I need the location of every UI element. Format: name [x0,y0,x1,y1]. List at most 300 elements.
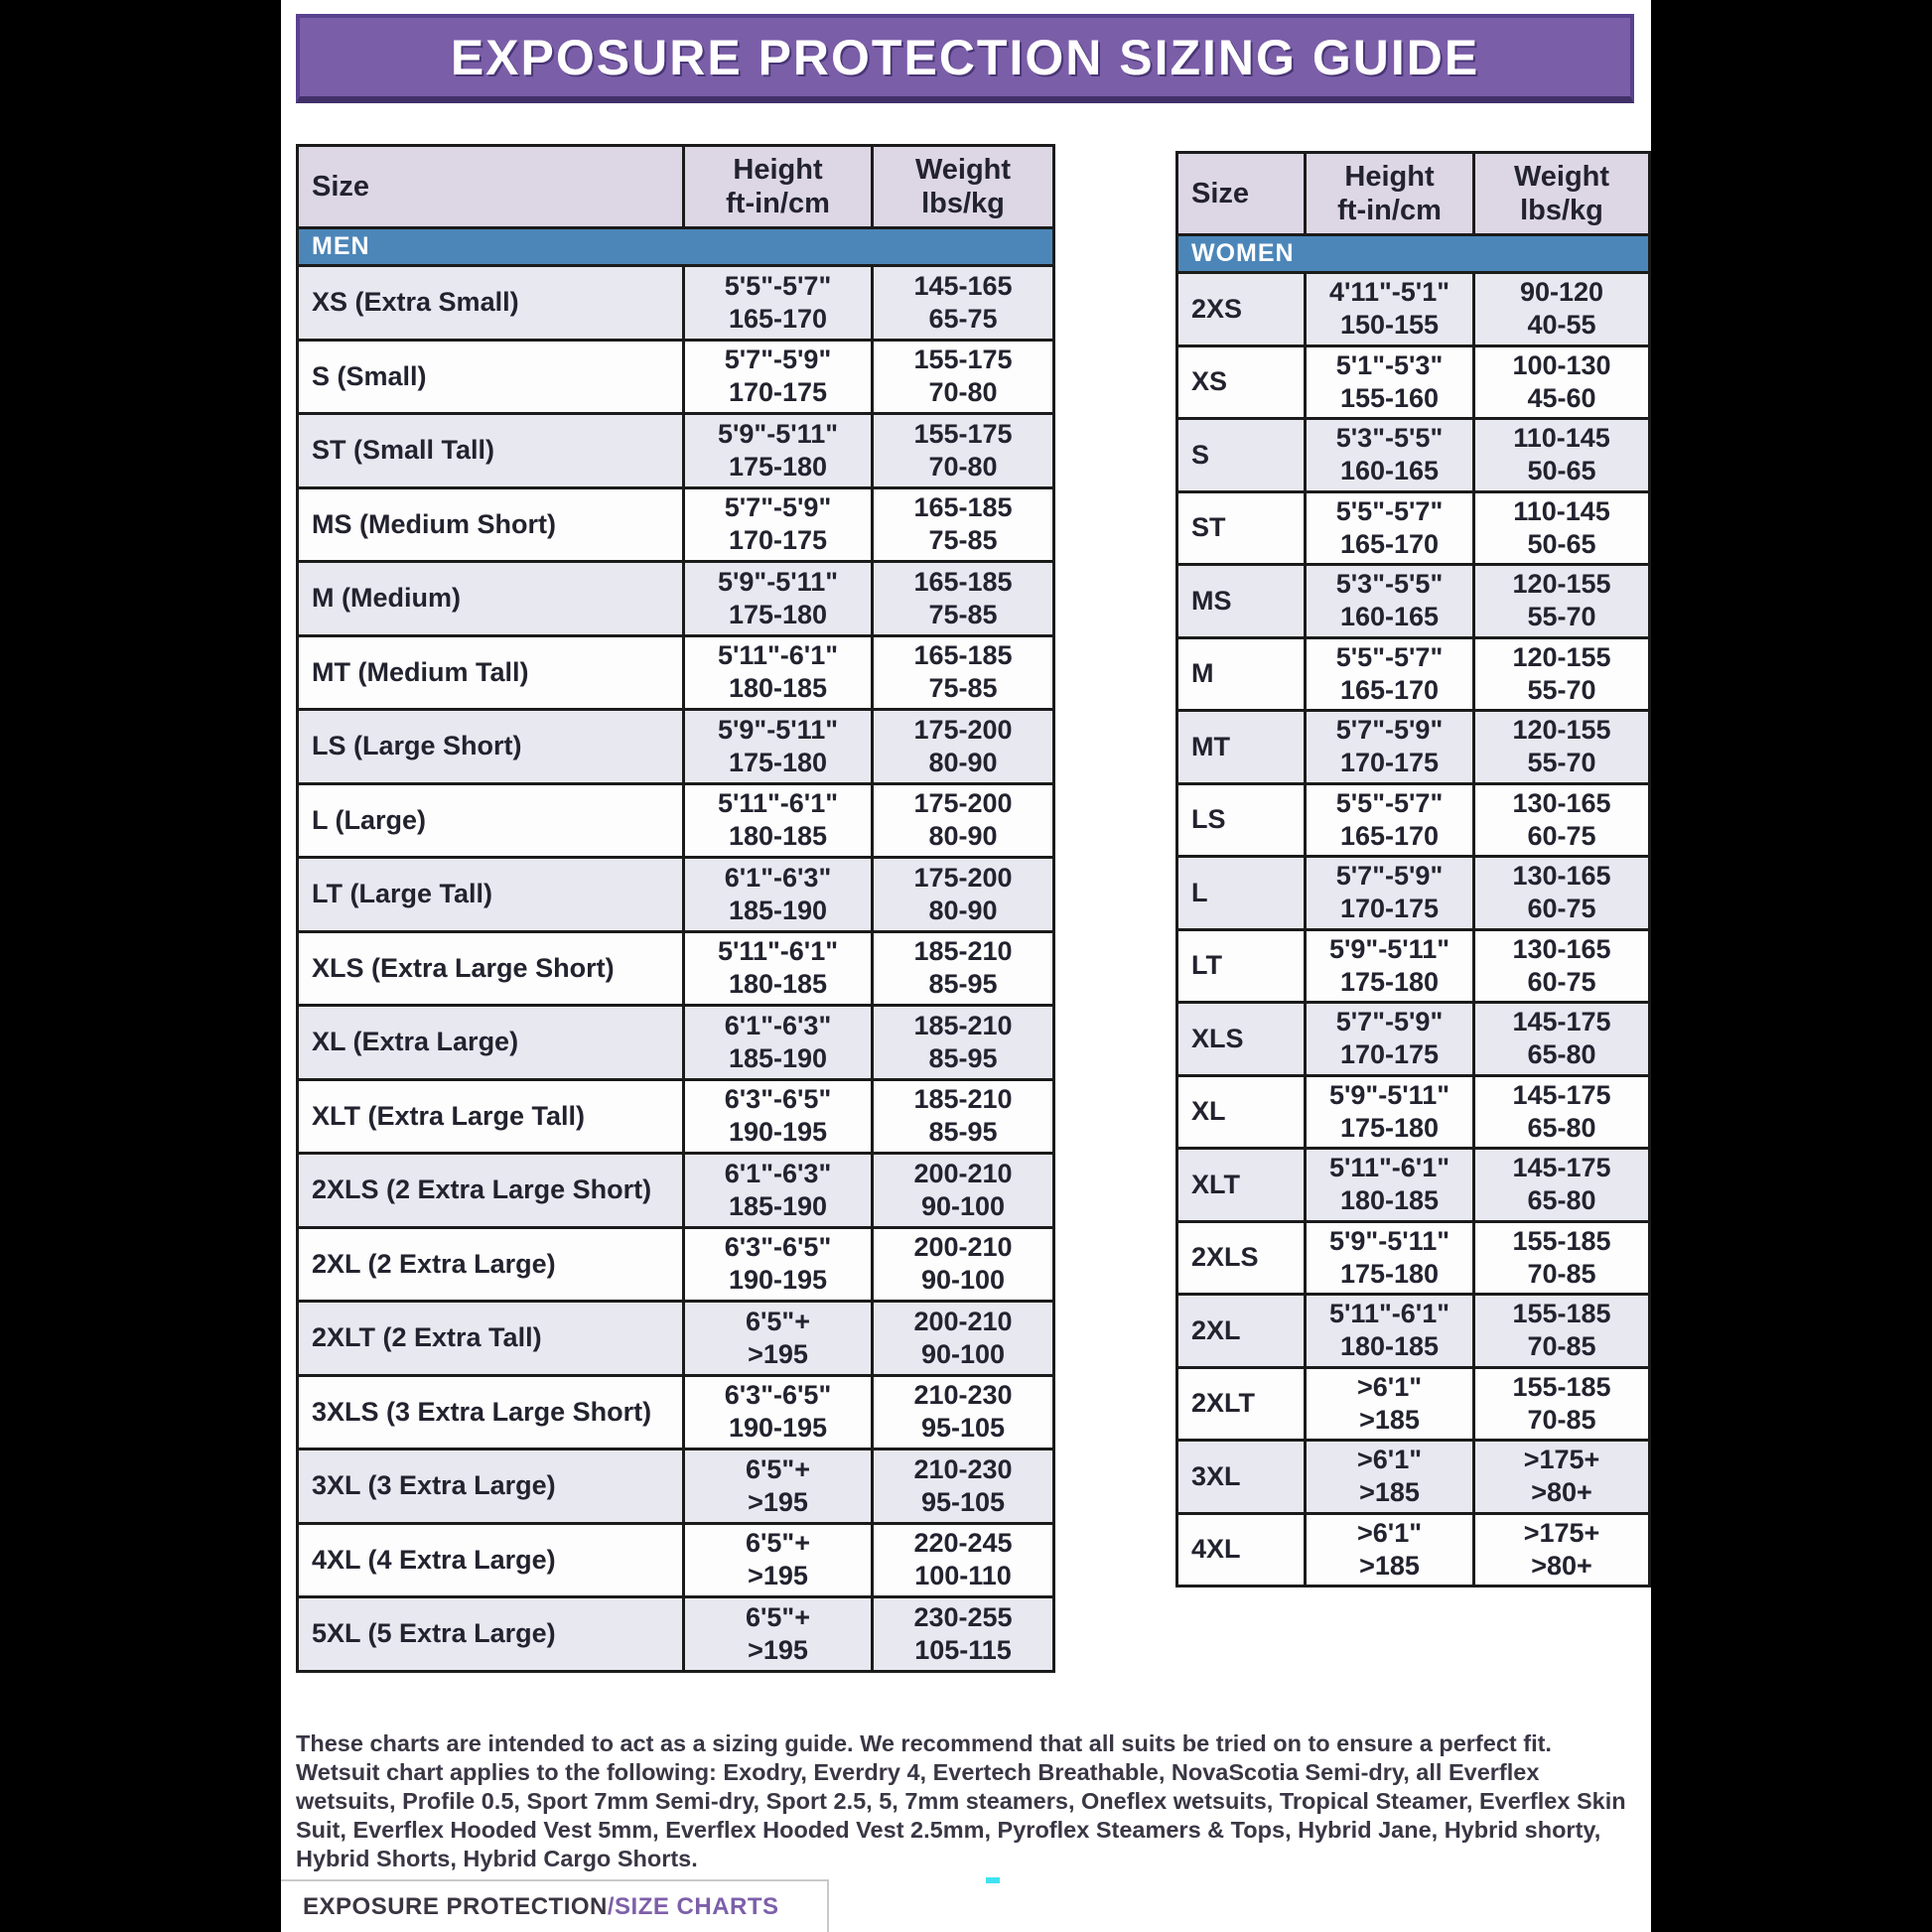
height-cell-line-1: 5'9"-5'11" [717,418,839,449]
weight-cell-line-2: 60-75 [1527,966,1596,997]
height-cell-line-2: >185 [1359,1550,1420,1581]
height-cell [682,1598,871,1670]
size-cell: 2XLS [1191,1242,1259,1273]
height-cell-line-1: 5'5"-5'7" [1335,495,1444,526]
column-header-height-line-2: ft-in/cm [726,188,830,219]
weight-cell-line-2: 95-105 [920,1486,1006,1517]
height-cell [1304,1150,1472,1220]
size-cell: XLS [1191,1023,1244,1053]
table-row [299,1152,1052,1226]
weight-cell [1472,274,1648,345]
weight-cell-line-2: 85-95 [928,1117,998,1148]
weight-cell [1472,712,1648,782]
weight-cell-line-2: 40-55 [1527,310,1596,341]
weight-cell [1472,1442,1648,1512]
weight-cell [871,1450,1052,1522]
height-cell [682,1303,871,1374]
height-cell-line-2: 155-160 [1339,382,1440,413]
weight-cell-line-2: 60-75 [1527,820,1596,851]
height-cell [682,785,871,857]
size-cell: XLT (Extra Large Tall) [312,1100,586,1131]
height-cell [1304,1077,1472,1148]
table-row [299,339,1052,413]
height-cell-line-1: 5'5"-5'7" [1335,641,1444,672]
size-cell: 4XL [1191,1534,1241,1565]
table-row [299,560,1052,634]
weight-cell-line-2: 105-115 [914,1634,1012,1665]
height-cell-line-2: >195 [748,1634,808,1665]
height-cell-line-2: 170-175 [728,525,828,556]
weight-cell [871,859,1052,930]
height-cell [1304,274,1472,345]
size-cell: 5XL (5 Extra Large) [312,1618,556,1649]
document-page [281,0,1651,1932]
height-cell-line-1: 6'3"-6'5" [724,1232,832,1263]
weight-cell-line-1: 165-185 [913,640,1013,671]
table-row [299,1300,1052,1374]
weight-cell [871,1007,1052,1078]
size-cell: 3XL (3 Extra Large) [312,1470,556,1501]
height-cell [682,563,871,634]
weight-cell [871,342,1052,413]
table-row [299,1226,1052,1301]
column-header-weight-line-1: Weight [1513,161,1610,193]
size-cell: XLS (Extra Large Short) [312,952,615,983]
weight-cell-line-1: 155-175 [913,418,1013,449]
weight-cell-line-1: 155-185 [1512,1371,1611,1402]
table-row [299,264,1052,339]
column-header-weight-line-2: lbs/kg [1520,195,1603,226]
group-band-label: MEN [312,232,370,260]
weight-cell [1472,1223,1648,1294]
height-cell-line-2: 165-170 [1339,674,1440,705]
page-title-banner [296,14,1634,103]
height-cell-line-2: >185 [1359,1404,1420,1435]
height-cell-line-1: >6'1" [1356,1517,1423,1548]
weight-cell [871,415,1052,486]
weight-cell-line-1: >175+ [1523,1445,1600,1475]
table-row [299,1595,1052,1670]
height-cell-line-1: 5'7"-5'9" [1335,1007,1444,1037]
size-cell: 2XLT [1191,1388,1256,1419]
weight-cell-line-1: 130-165 [1512,861,1611,892]
height-cell-line-1: 6'5"+ [745,1528,811,1559]
size-cell: M [1191,658,1214,689]
weight-cell [871,711,1052,782]
height-cell-line-2: 160-165 [1339,602,1440,632]
height-cell [1304,639,1472,710]
weight-cell-line-1: 185-210 [913,1010,1013,1040]
weight-cell-line-1: 165-185 [913,492,1013,523]
weight-cell [871,1377,1052,1449]
weight-cell-line-2: 90-100 [920,1338,1006,1369]
weight-cell-line-1: 175-200 [913,714,1013,745]
weight-cell-line-2: 60-75 [1527,894,1596,924]
height-cell-line-2: 190-195 [728,1413,828,1444]
height-cell-line-1: 6'3"-6'5" [724,1084,832,1115]
height-cell [682,267,871,339]
height-cell-line-2: 190-195 [728,1265,828,1296]
table-row [299,856,1052,930]
size-cell: XS (Extra Small) [312,287,519,318]
table-row [1178,1293,1648,1366]
weight-cell-line-1: 210-230 [913,1453,1013,1484]
weight-cell [871,785,1052,857]
weight-cell-line-1: 120-155 [1512,641,1611,672]
weight-cell-line-1: 175-200 [913,788,1013,819]
weight-cell-line-2: 80-90 [928,821,998,852]
weight-cell-line-1: 120-155 [1512,569,1611,600]
weight-cell-line-2: 70-80 [928,377,998,408]
size-cell: ST [1191,512,1226,543]
size-cell: XL (Extra Large) [312,1027,519,1057]
table-row [1178,1147,1648,1220]
table-row [299,1078,1052,1153]
table-row [1178,1366,1648,1440]
weight-cell [1472,1077,1648,1148]
weight-cell-line-1: 110-145 [1513,423,1610,454]
size-cell: ST (Small Tall) [312,435,495,466]
weight-cell-line-1: 130-165 [1512,933,1611,964]
table-row [1178,928,1648,1002]
height-cell [682,1450,871,1522]
height-cell-line-1: 5'1"-5'3" [1335,349,1444,380]
table-row [299,708,1052,782]
height-cell [1304,1223,1472,1294]
weight-cell-line-1: 155-185 [1512,1299,1611,1329]
weight-cell-line-2: 75-85 [928,525,998,556]
footnote [296,1729,1642,1873]
table-row [1178,1439,1648,1512]
size-cell: XLT [1191,1169,1240,1199]
weight-cell-line-2: 95-105 [920,1413,1006,1444]
height-cell-line-1: 5'5"-5'7" [724,270,832,301]
size-cell: MS [1191,585,1232,616]
size-cell: MT (Medium Tall) [312,656,529,687]
height-cell [682,1081,871,1153]
weight-cell-line-1: 145-165 [913,270,1013,301]
height-cell-line-1: 6'1"-6'3" [724,1010,832,1040]
column-header-weight [871,147,1052,226]
size-cell: 2XL [1191,1314,1241,1345]
height-cell-line-1: 5'9"-5'11" [1328,1079,1450,1110]
size-cell: L [1191,877,1208,907]
table-row [299,930,1052,1005]
weight-cell-line-2: 80-90 [928,895,998,925]
column-header-height-line-1: Height [1344,161,1435,193]
height-cell-line-2: 180-185 [1339,1185,1440,1216]
weight-cell-line-1: 175-200 [913,862,1013,893]
size-cell: LS (Large Short) [312,731,522,761]
height-cell-line-2: 185-190 [728,1190,828,1221]
table-row [1178,563,1648,636]
size-cell: S (Small) [312,360,427,391]
height-cell [682,859,871,930]
height-cell [1304,566,1472,636]
size-cell: 2XL (2 Extra Large) [312,1248,556,1279]
table-header-row [1178,154,1648,233]
height-cell-line-2: 180-185 [728,673,828,704]
size-cell: MT [1191,731,1230,761]
size-cell: 2XS [1191,293,1243,324]
size-cell: XL [1191,1096,1226,1127]
weight-cell-line-2: 55-70 [1527,674,1596,705]
height-cell-line-1: 5'3"-5'5" [1335,423,1444,454]
column-header-weight [1472,154,1648,233]
height-cell-line-1: 6'5"+ [745,1601,811,1632]
weight-cell-line-2: 85-95 [928,1042,998,1073]
height-cell-line-1: 5'11"-6'1" [717,640,839,671]
height-cell [682,342,871,413]
weight-cell-line-2: >80+ [1531,1477,1592,1508]
height-cell-line-2: >195 [748,1486,808,1517]
women-size-table [1175,151,1651,1587]
weight-cell [871,1229,1052,1301]
column-header-height-line-1: Height [733,154,823,186]
column-header-height-line-2: ft-in/cm [1337,195,1442,226]
weight-cell [871,489,1052,561]
column-header-weight-line-1: Weight [914,154,1012,186]
height-cell-line-1: 6'5"+ [745,1453,811,1484]
size-cell: LS [1191,804,1226,835]
weight-cell [1472,1150,1648,1220]
height-cell-line-1: 6'1"-6'3" [724,862,832,893]
weight-cell-line-1: 120-155 [1512,715,1611,746]
height-cell [682,637,871,709]
height-cell-line-2: 170-175 [1339,1039,1440,1070]
height-cell-line-2: >195 [748,1338,808,1369]
height-cell [1304,347,1472,418]
size-cell: XS [1191,366,1228,397]
cyan-artifact-mark [986,1877,1000,1883]
height-cell-line-1: 6'1"-6'3" [724,1158,832,1188]
height-cell-line-1: 5'9"-5'11" [1328,1225,1450,1256]
breadcrumb-section: EXPOSURE PROTECTION [303,1892,608,1920]
height-cell-line-2: 175-180 [728,451,828,482]
height-cell-line-2: 150-155 [1339,310,1440,341]
height-cell-line-2: 185-190 [728,1042,828,1073]
table-row [299,486,1052,561]
weight-cell-line-2: 70-85 [1527,1331,1596,1362]
height-cell [1304,858,1472,928]
weight-cell-line-1: 230-255 [913,1601,1013,1632]
size-cell: L (Large) [312,804,427,835]
height-cell-line-2: 180-185 [728,969,828,1000]
table-row [1178,782,1648,856]
size-cell: 2XLS (2 Extra Large Short) [312,1174,652,1205]
weight-cell [1472,1004,1648,1074]
weight-cell-line-2: 100-110 [914,1561,1012,1591]
weight-cell [871,1303,1052,1374]
group-band-row [299,226,1052,264]
height-cell-line-1: 5'9"-5'11" [717,566,839,597]
breadcrumb-page: /SIZE CHARTS [607,1892,779,1920]
height-cell-line-1: 5'7"-5'9" [1335,861,1444,892]
weight-cell [1472,493,1648,564]
height-cell [1304,1515,1472,1586]
weight-cell [871,1525,1052,1596]
table-row [299,1004,1052,1078]
size-cell: 3XLS (3 Extra Large Short) [312,1396,652,1427]
table-row [299,1448,1052,1522]
table-row [1178,1001,1648,1074]
table-row [299,1522,1052,1596]
height-cell-line-2: 180-185 [1339,1331,1440,1362]
height-cell-line-1: 5'11"-6'1" [1328,1153,1450,1183]
height-cell [1304,420,1472,490]
weight-cell-line-1: 90-120 [1519,277,1604,308]
weight-cell [1472,1296,1648,1366]
weight-cell-line-1: 145-175 [1512,1079,1611,1110]
table-row [1178,417,1648,490]
size-cell: 4XL (4 Extra Large) [312,1544,556,1575]
page-title: EXPOSURE PROTECTION SIZING GUIDE [450,29,1480,85]
weight-cell [871,1155,1052,1226]
height-cell [682,933,871,1005]
height-cell-line-2: 165-170 [1339,528,1440,559]
weight-cell-line-1: 130-165 [1512,787,1611,818]
weight-cell-line-2: 50-65 [1527,456,1596,486]
table-row [1178,1512,1648,1586]
weight-cell-line-1: 220-245 [913,1528,1013,1559]
column-header-size: Size [312,171,370,203]
weight-cell-line-2: 70-85 [1527,1258,1596,1289]
height-cell-line-2: 170-175 [728,377,828,408]
weight-cell [1472,1515,1648,1586]
weight-cell-line-1: 155-175 [913,345,1013,375]
weight-cell [871,933,1052,1005]
column-header-size: Size [1191,178,1250,209]
height-cell-line-2: 175-180 [1339,966,1440,997]
table-row [1178,855,1648,928]
weight-cell-line-2: 75-85 [928,599,998,629]
height-cell [682,1007,871,1078]
size-cell: 3XL [1191,1460,1241,1491]
weight-cell-line-2: 90-100 [920,1190,1006,1221]
column-header-weight-line-2: lbs/kg [921,188,1005,219]
height-cell-line-1: 5'7"-5'9" [1335,715,1444,746]
size-cell: 2XLT (2 Extra Tall) [312,1322,542,1353]
height-cell [682,1377,871,1449]
weight-cell-line-2: 75-85 [928,673,998,704]
weight-cell-line-2: 85-95 [928,969,998,1000]
group-band-row [1178,233,1648,271]
weight-cell-line-2: 90-100 [920,1265,1006,1296]
height-cell-line-2: 175-180 [728,747,828,777]
weight-cell [1472,639,1648,710]
weight-cell [1472,347,1648,418]
weight-cell [1472,1369,1648,1440]
column-header-height [1304,154,1472,233]
table-row [1178,636,1648,710]
height-cell [1304,493,1472,564]
table-row [1178,1220,1648,1294]
weight-cell-line-2: >80+ [1531,1550,1592,1581]
weight-cell-line-1: 185-210 [913,936,1013,967]
size-cell: LT [1191,950,1222,981]
group-band-label: WOMEN [1191,239,1295,267]
height-cell-line-2: 175-180 [1339,1258,1440,1289]
weight-cell-line-1: 185-210 [913,1084,1013,1115]
size-cell: M (Medium) [312,583,461,614]
table-row [1178,345,1648,418]
height-cell [1304,712,1472,782]
weight-cell-line-1: 145-175 [1512,1007,1611,1037]
size-cell: MS (Medium Short) [312,508,556,539]
footnote-line-2: Wetsuit chart applies to the following: Exodry, Everdry 4, Evertech Breathable, NovaScotia Semi-dry, all Everflex wetsuits, Profile 0.5, Sport 7mm Semi-dry, Sport 2.5, 5, 7mm steamers, Oneflex wetsuits, Tropical Steamer, Everflex Skin Suit, Everflex Hooded Vest 5mm, Everflex Hooded Vest 2.5mm, Pyroflex Steamers & Tops, Hybrid Jane, Hybrid shorty, Hybrid Shorts, Hybrid Cargo Shorts. [296,1759,1626,1871]
height-cell [682,1155,871,1226]
height-cell-line-1: 5'9"-5'11" [717,714,839,745]
weight-cell-line-2: 80-90 [928,747,998,777]
weight-cell-line-1: 200-210 [913,1306,1013,1336]
table-row [299,782,1052,857]
weight-cell-line-1: 210-230 [913,1380,1013,1411]
weight-cell-line-1: 100-130 [1512,349,1611,380]
size-cell: S [1191,439,1210,470]
height-cell [1304,931,1472,1002]
height-cell-line-2: 170-175 [1339,894,1440,924]
weight-cell [1472,566,1648,636]
weight-cell-line-2: 65-75 [928,303,998,334]
breadcrumb [281,1879,829,1932]
table-row [1178,271,1648,345]
table-row [1178,709,1648,782]
height-cell-line-1: 5'11"-6'1" [717,936,839,967]
height-cell-line-1: 5'5"-5'7" [1335,787,1444,818]
weight-cell [871,563,1052,634]
weight-cell-line-2: 50-65 [1527,528,1596,559]
height-cell [682,489,871,561]
height-cell [1304,785,1472,856]
height-cell [682,711,871,782]
weight-cell [1472,785,1648,856]
height-cell-line-1: >6'1" [1356,1371,1423,1402]
height-cell [1304,1369,1472,1440]
weight-cell-line-2: 65-80 [1527,1185,1596,1216]
weight-cell [871,1598,1052,1670]
height-cell-line-2: 170-175 [1339,748,1440,778]
height-cell-line-1: 5'11"-6'1" [1328,1299,1450,1329]
height-cell-line-1: 5'11"-6'1" [717,788,839,819]
weight-cell [1472,931,1648,1002]
footnote-line-1: These charts are intended to act as a sizing guide. We recommend that all suits be tried on to ensure a perfect fit. [296,1730,1552,1756]
height-cell [1304,1296,1472,1366]
weight-cell-line-1: 155-185 [1512,1225,1611,1256]
weight-cell-line-2: 70-80 [928,451,998,482]
column-header-height [682,147,871,226]
weight-cell-line-1: 145-175 [1512,1153,1611,1183]
weight-cell [871,1081,1052,1153]
height-cell-line-1: 5'7"-5'9" [724,492,832,523]
height-cell [682,415,871,486]
weight-cell [1472,420,1648,490]
height-cell-line-2: 175-180 [1339,1112,1440,1143]
height-cell-line-2: >195 [748,1561,808,1591]
weight-cell-line-1: >175+ [1523,1517,1600,1548]
table-row [299,634,1052,709]
weight-cell-line-2: 65-80 [1527,1112,1596,1143]
table-row [299,412,1052,486]
table-row [1178,1074,1648,1148]
height-cell-line-1: 5'9"-5'11" [1328,933,1450,964]
men-size-table [296,144,1055,1673]
weight-cell [871,637,1052,709]
table-row [299,1374,1052,1449]
weight-cell-line-1: 200-210 [913,1158,1013,1188]
height-cell-line-2: 185-190 [728,895,828,925]
height-cell-line-2: 165-170 [1339,820,1440,851]
weight-cell-line-2: 55-70 [1527,748,1596,778]
